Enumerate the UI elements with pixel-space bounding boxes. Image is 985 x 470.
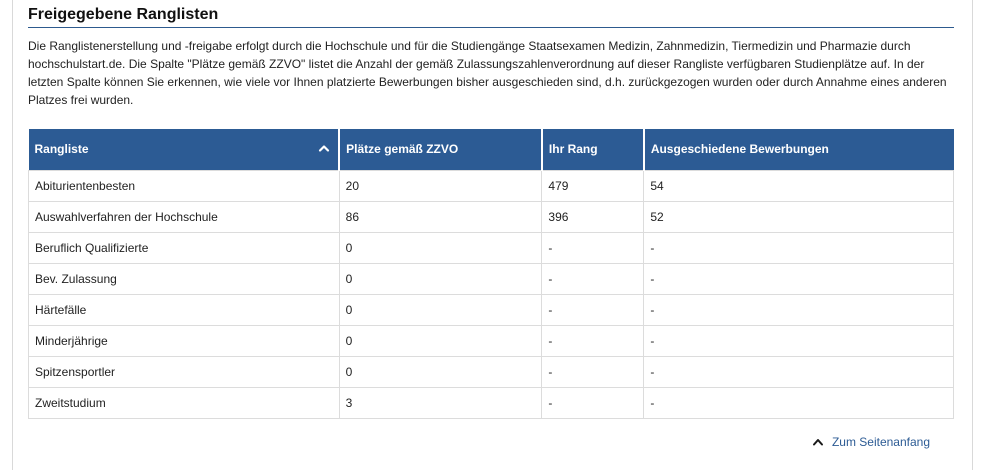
- cell-rang: -: [542, 387, 644, 418]
- title-divider: [28, 27, 954, 28]
- cell-ausgeschieden: -: [644, 232, 954, 263]
- cell-rangliste: Auswahlverfahren der Hochschule: [29, 201, 340, 232]
- cell-rang: -: [542, 356, 644, 387]
- cell-rangliste: Minderjährige: [29, 325, 340, 356]
- cell-ausgeschieden: -: [644, 387, 954, 418]
- table-body: [29, 170, 954, 418]
- intro-text: Die Ranglistenerstellung und -freigabe erfolgt durch die Hochschule und für die Studiengänge Staatsexamen Medizin, Zahnmedizin, Tiermedizin und Pharmazie durch hochschulstart.de. Die Spalte "Plätze gemäß ZZVO" listet die Anzahl der gemäß Zulassungszahlenverordnung auf dieser Rangliste verfügbaren Studienplätze auf. In der letzten Spalte können Sie erkennen, wie viele vor Ihnen platzierte Bewerbungen bisher ausgeschieden sind, d.h. zurückgezogen wurden oder durch Annahme eines anderen Platzes frei wurden.: [28, 39, 947, 107]
- table-row: [29, 263, 954, 294]
- table-row: [29, 294, 954, 325]
- cell-plaetze: 86: [339, 201, 542, 232]
- cell-ausgeschieden: 52: [644, 201, 954, 232]
- cell-rangliste: Abiturientenbesten: [29, 170, 340, 201]
- column-header-rangliste[interactable]: [29, 129, 340, 170]
- table-row: [29, 387, 954, 418]
- column-header-label: Rangliste: [34, 142, 89, 157]
- cell-plaetze: 0: [339, 232, 542, 263]
- cell-rangliste: Zweitstudium: [29, 387, 340, 418]
- column-header-plaetze: Plätze gemäß ZZVO: [339, 129, 542, 170]
- cell-rangliste: Härtefälle: [29, 294, 340, 325]
- cell-rang: 396: [542, 201, 644, 232]
- ranklist-panel: [12, 0, 973, 470]
- column-header-ausgeschieden: Ausgeschiedene Bewerbungen: [644, 129, 954, 170]
- column-header-rang: Ihr Rang: [542, 129, 644, 170]
- cell-plaetze: 0: [339, 263, 542, 294]
- cell-plaetze: 3: [339, 387, 542, 418]
- section-title: Freigegebene Ranglisten: [28, 6, 219, 23]
- table-row: [29, 170, 954, 201]
- back-to-top-link[interactable]: [812, 435, 930, 449]
- table-row: [29, 232, 954, 263]
- cell-rang: -: [542, 325, 644, 356]
- cell-plaetze: 0: [339, 294, 542, 325]
- table-row: [29, 356, 954, 387]
- cell-rang: 479: [542, 170, 644, 201]
- cell-rangliste: Bev. Zulassung: [29, 263, 340, 294]
- cell-rang: -: [542, 263, 644, 294]
- cell-plaetze: 0: [339, 356, 542, 387]
- cell-rang: -: [542, 232, 644, 263]
- cell-plaetze: 0: [339, 325, 542, 356]
- table-row: [29, 325, 954, 356]
- cell-ausgeschieden: -: [644, 263, 954, 294]
- table-header-row: [29, 129, 954, 170]
- chevron-up-icon[interactable]: [318, 142, 330, 154]
- cell-plaetze: 20: [339, 170, 542, 201]
- chevron-up-icon: [812, 437, 824, 447]
- cell-ausgeschieden: -: [644, 356, 954, 387]
- cell-ausgeschieden: 54: [644, 170, 954, 201]
- cell-rangliste: Spitzensportler: [29, 356, 340, 387]
- cell-rang: -: [542, 294, 644, 325]
- table-row: [29, 201, 954, 232]
- cell-ausgeschieden: -: [644, 294, 954, 325]
- back-to-top-label: Zum Seitenanfang: [831, 435, 930, 449]
- cell-rangliste: Beruflich Qualifizierte: [29, 232, 340, 263]
- cell-ausgeschieden: -: [644, 325, 954, 356]
- ranklist-table: [28, 129, 954, 419]
